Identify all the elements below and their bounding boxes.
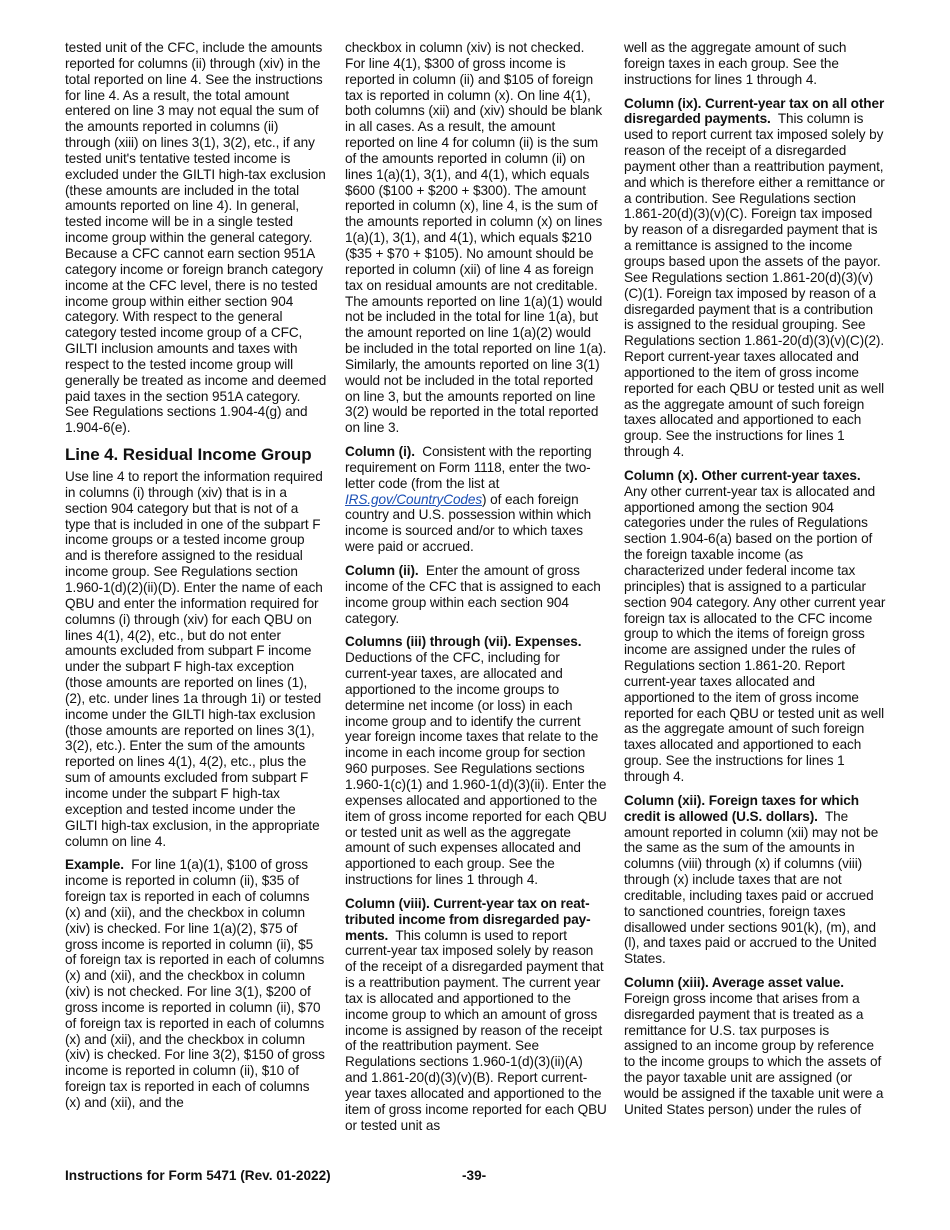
paragraph-text: Deductions of the CFC, including for current-year taxes, are allocated and apportioned to the income groups to determine net income (or loss) in each income group and to identify the current year foreign income taxes that relate to the income in each income group for section 960 purposes. See Regulations sections 1.960-1(c)(1) and 1.960-1(d)(3)(ii). Enter the expenses allocated and apportioned to the item of gross income reported for each QBU or tested unit as well as the aggregate amount of such expenses allocated and apportioned to each group. See the instructions for lines 1 through 4. — [345, 650, 607, 888]
column-right — [624, 40, 886, 1126]
column-middle — [345, 40, 607, 1142]
run-in-heading: Column (x). Other current-year taxes. — [624, 467, 861, 483]
section-heading-line-4: Line 4. Residual Income Group — [65, 445, 312, 465]
paragraph-text: This column is used to report current-year tax imposed solely by reason of the receipt of a disregarded payment that is a reattribution payment. The current year tax is allocated and apportioned to the income group to which an amount of gross income is assigned by reason of the receipt of the reattribution payment. See Regulations sections 1.960-1(d)(3)(ii)(A) and 1.861-20(d)(3)(v)(B). Report current-year taxes allocated and apportioned to the item of gross income reported for each QBU or tested unit as — [345, 927, 607, 1133]
run-in-heading: Column (xii). Foreign taxes for which credit is allowed (U.S. dollars). — [624, 792, 859, 824]
paragraph: Use line 4 to report the information required in columns (i) through (xiv) that is in a section 904 category but that is not of a type that is included in one of the subpart F income groups or a tested income group and is therefore assigned to the residual income group. See Regulations section 1.960-1(d)(2)(ii)(D). Enter the name of each QBU and enter the information required for columns (i) through (xiv) for each QBU on lines 4(1), 4(2), etc., but do not enter amounts excluded from subpart F income under the subpart F high-tax exception (those amounts are reported on lines (1), (2), etc. under lines 1a through 1i) or tested income under the GILTI high-tax exclusion (those amounts are reported on lines 3(1), 3(2), etc.). Enter the sum of the amounts reported on lines 4(1), 4(2), etc., plus the sum of amounts excluded from subpart F income under the subpart F high-tax exception and tested income under the GILTI high-tax exclusion, in the appropriate column on line 4. — [65, 469, 323, 849]
paragraph: tested unit of the CFC, include the amounts reported for columns (ii) through (xiv) in the total reported on line 4. See the instructions for line 4. As a result, the total amount entered on line 3 may not equal the sum of the amounts reported in columns (ii) through (xiii) on lines 3(1), 3(2), etc., if any tested unit's tentative tested income is excluded under the GILTI high-tax exclusion (these amounts are included in the total amounts reported on line 4). In general, tested income will be in a single tested income group within the general category. Because a CFC cannot earn section 951A category income or foreign branch category income at the CFC level, there is no tested income group within either section 904 category. With respect to the general category tested income group of a CFC, GILTI inclusion amounts and taxes with respect to the tested income group will generally be treated as income and deemed paid taxes in the section 951A category. See Regulations sections 1.904-4(g) and 1.904-6(e). — [65, 40, 327, 436]
paragraph-text: This column is used to report current tax imposed solely by reason of the receipt of a disregarded payment other than a reattribution payment, and which is therefore either a remittance or a contribution. See Regulations section 1.861-20(d)(3)(v)(C). Foreign tax imposed by reason of a disregarded payment that is a remittance is assigned to the income groups based upon the assets of the payor. See Regulations section 1.861-20(d)(3)(v)(C)(1). Foreign tax imposed by reason of a disregarded payment that is a contribution is assigned to the residual grouping. See Regulations section 1.861-20(d)(3)(v)(C)(2). Report current-year taxes allocated and apportioned to the item of gross income reported for each QBU or tested unit as well as the aggregate amount of such foreign taxes allocated and apportioned to each group. See the instructions for lines 1 through 4. — [624, 111, 885, 460]
paragraph-text: For line 1(a)(1), $100 of gross income is reported in column (ii), $35 of foreign tax is reported in each of columns (x) and (xii), and the checkbox in column (xiv) is checked. For line 1(a)(2), $75 of gross income is reported in column (ii), $5 of foreign tax is reported in each of columns (x) and (xii), and the checkbox in column (xiv) is not checked. For line 3(1), $200 of gross income is reported in column (ii), $70 of foreign tax is reported in each of columns (x) and (xii), and the checkbox in column (xiv) is checked. For line 3(2), $150 of gross income is reported in column (ii), $10 of foreign tax is reported in each of columns (x) and (xii), and the — [65, 857, 325, 1110]
paragraph-text: Any other current-year tax is allocated and apportioned among the section 904 categories under the rules of Regulations section 1.904-6(a) based on the portion of the foreign taxable income (as characterized under federal income tax principles) that is assigned to a particular section 904 category. Any other current year foreign tax is allocated to the CFC income group to which the items of foreign gross income are assigned under the rules of Regulations section 1.861-20. Report current-year taxes allocated and apportioned to the item of gross income reported for each QBU or tested unit as well as the aggregate amount of such foreign taxes allocated and apportioned to each group. See the instructions for lines 1 through 4. — [624, 483, 886, 784]
paragraph-column-i — [345, 444, 607, 555]
paragraph-column-xii — [624, 793, 886, 967]
paragraph-text: The amount reported in column (xii) may not be the same as the sum of the amounts in columns (viii) through (x) if columns (viii) through (x) include taxes that are not creditable, including taxes paid or accrued to sanctioned countries, foreign taxes disallowed under sections 901(k), (m), and (l), and taxes paid or accrued to the United States. — [624, 808, 879, 967]
paragraph-column-viii — [345, 896, 607, 1134]
page-footer — [65, 1168, 881, 1186]
run-in-heading: Column (viii). Current-year tax on reat-tributed income from disregarded pay-ments. — [345, 895, 591, 943]
column-left — [65, 40, 327, 1119]
page-number: -39- — [462, 1168, 487, 1183]
paragraph-columns-iii-vii — [345, 634, 607, 888]
run-in-heading: Column (xiii). Average asset value. — [624, 975, 844, 991]
paragraph-text: ) of each foreign country and U.S. possession within which income is sourced and/or to which taxes were paid or accrued. — [345, 491, 592, 555]
paragraph-column-x — [624, 468, 886, 785]
run-in-heading: Column (i). — [345, 444, 415, 460]
run-in-heading: Example. — [65, 857, 124, 873]
paragraph-column-ix — [624, 96, 886, 460]
run-in-heading: Column (ix). Current-year tax on all other disregarded payments. — [624, 95, 885, 127]
document-title: Instructions for Form 5471 (Rev. 01-2022) — [65, 1168, 331, 1183]
run-in-heading: Columns (iii) through (vii). Expenses. — [345, 634, 582, 650]
paragraph: well as the aggregate amount of such foreign taxes in each group. See the instructions for lines 1 through 4. — [624, 40, 847, 87]
country-codes-link[interactable]: IRS.gov/CountryCodes — [345, 491, 483, 507]
paragraph-column-xiii — [624, 975, 886, 1118]
paragraph-column-ii — [345, 563, 607, 626]
paragraph-example — [65, 857, 327, 1111]
run-in-heading: Column (ii). — [345, 563, 419, 578]
paragraph-text: Enter the amount of gross income of the CFC that is assigned to each income group within each section 904 category. — [345, 563, 601, 626]
paragraph-text: Foreign gross income that arises from a disregarded payment that is treated as a remittance for U.S. tax purposes is assigned to an income group by reference to the income groups to which the assets of the payor taxable unit are assigned (or would be assigned if the taxable unit were a United States person) under the rules of — [624, 990, 884, 1117]
paragraph-text: Consistent with the reporting requirement on Form 1118, enter the two-letter code (from the list at — [345, 444, 592, 491]
paragraph: checkbox in column (xiv) is not checked. For line 4(1), $300 of gross income is reported in column (ii) and $105 of foreign tax is reported in column (x). On line 4(1), both columns (xii) and (xiv) should be blank in all cases. As a result, the amount reported on line 4 for column (ii) is the sum of the amounts reported in column (ii) on lines 1(a)(1), 3(1), and 4(1), which equals $600 ($100 + $200 + $300). The amount reported in column (x), line 4, is the sum of the amounts reported in column (x) on lines 1(a)(1), 3(1), and 4(1), which equals $210 ($35 + $70 + $105). No amount should be reported in column (xii) of line 4 as foreign tax on residual amounts are not creditable. The amounts reported on line 1(a)(1) would not be included in the total for line 1(a), but the amount reported on line 1(a)(2) would be included in the total reported on line 1(a). Similarly, the amounts reported on line 3(1) would not be included in the total reported on line 3, but the amounts reported on line 3(2) would be reported in the total reported on line 3. — [345, 40, 607, 436]
